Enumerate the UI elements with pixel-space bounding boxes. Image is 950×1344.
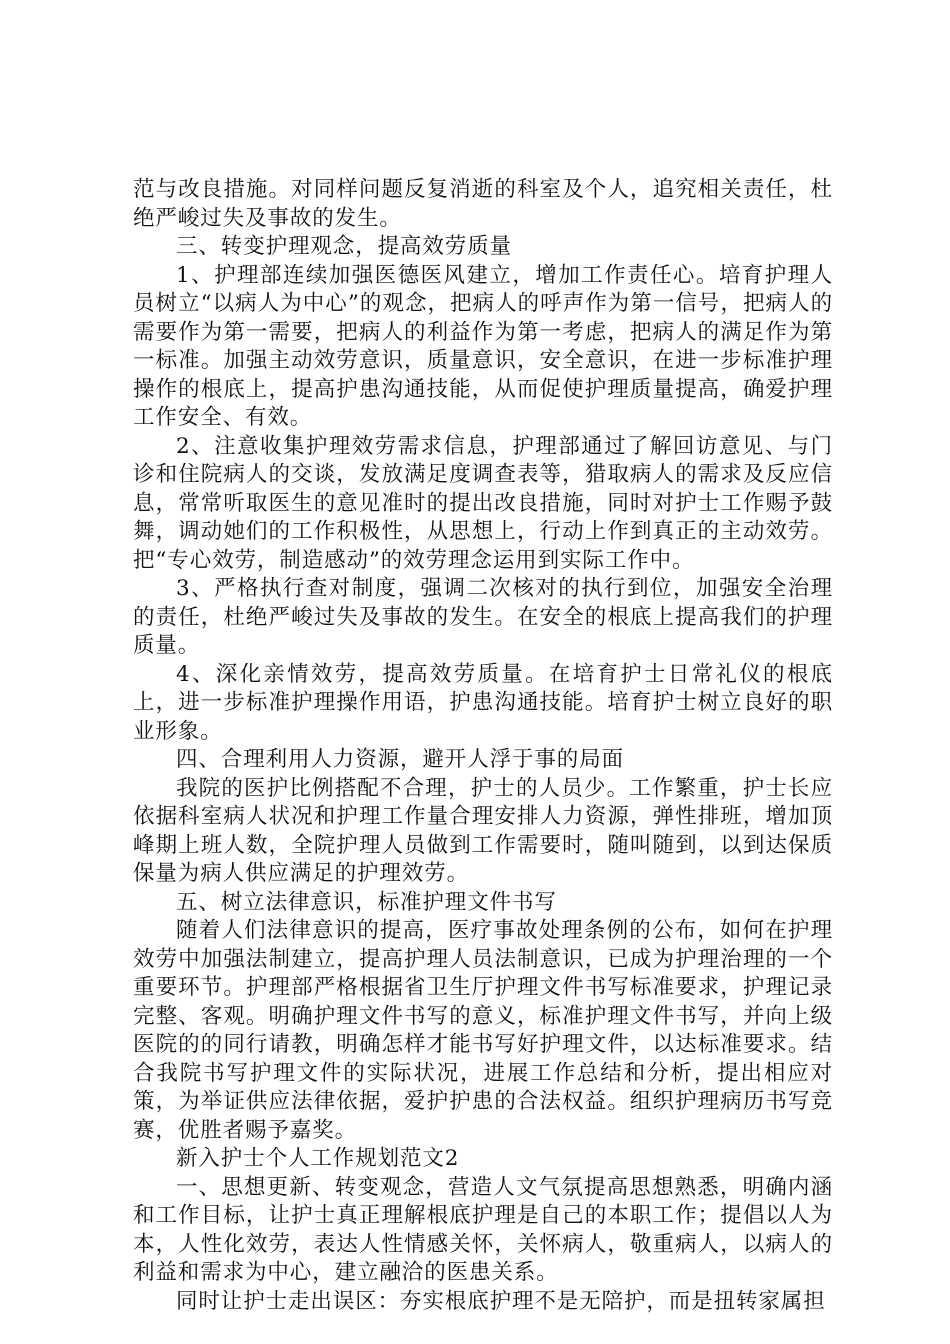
paragraph: 1、护理部连续加强医德医风建立，增加工作责任心。培育护理人员树立“以病人为中心”的观念，把病人的呼声作为第一信号，把病人的需要作为第一需要，把病人的利益作为第一考虑，把病人的满足作为第一标准。加强主动效劳意识，质量意识，安全意识，在进一步标准护理操作的根底上，提高护患沟通技能，从而促使护理质量提高，确爱护理工作安全、有效。 xyxy=(133,262,833,430)
paragraph: 2、注意收集护理效劳需求信息，护理部通过了解回访意见、与门诊和住院病人的交谈，发放满足度调查表等，猎取病人的需求及反应信息，常常听取医生的意见准时的提出改良措施，同时对护士工作赐予鼓舞，调动她们的工作积极性，从思想上，行动上作到真正的主动效劳。把“专心效劳，制造感动”的效劳理念运用到实际工作中。 xyxy=(133,433,833,573)
document-page xyxy=(133,176,833,1316)
document-subtitle: 新入护士个人工作规划范文2 xyxy=(176,1146,460,1171)
section-heading: 四、合理利用人力资源，避开人浮于事的局面 xyxy=(176,747,625,772)
section-heading: 三、转变护理观念，提高效劳质量 xyxy=(176,234,513,259)
section-heading: 五、树立法律意识，标准护理文件书写 xyxy=(176,889,557,915)
paragraph: 4、深化亲情效劳，提高效劳质量。在培育护士日常礼仪的根底上，进一步标准护理操作用语，护患沟通技能。培育护士树立良好的职业形象。 xyxy=(133,661,833,744)
paragraph: 一、思想更新、转变观念，营造人文气氛提高思想熟悉，明确内涵和工作目标，让护士真正理解根底护理是自己的本职工作；提倡以人为本，人性化效劳，表达人性情感关怀，关怀病人，敬重病人，以病人的利益和需求为中心，建立融洽的医患关系。 xyxy=(133,1174,833,1285)
paragraph: 我院的医护比例搭配不合理，护士的人员少。工作繁重，护士长应依据科室病人状况和护理工作量合理安排人力资源，弹性排班，增加顶峰期上班人数，全院护理人员做到工作需要时，随叫随到，以到达保质保量为病人供应满足的护理效劳。 xyxy=(133,775,833,886)
paragraph: 3、严格执行查对制度，强调二次核对的执行到位，加强安全治理的责任，杜绝严峻过失及事故的发生。在安全的根底上提高我们的护理质量。 xyxy=(133,576,833,658)
paragraph: 随着人们法律意识的提高，医疗事故处理条例的公布，如何在护理效劳中加强法制建立，提高护理人员法制意识，已成为护理治理的一个重要环节。护理部严格根据省卫生厅护理文件书写标准要求，护理记录完整、客观。明确护理文件书写的意义，标准护理文件书写，并向上级医院的的同行请教，明确怎样才能书写好护理文件，以达标准要求。结合我院书写护理文件的实际状况，进展工作总结和分析，提出相应对策，为举证供应法律依据，爱护护患的合法权益。组织护理病历书写竞赛，优胜者赐予嘉奖。 xyxy=(133,918,833,1143)
paragraph: 同时让护士走出误区：夯实根底护理不是无陪护，而是扭转家属担 xyxy=(176,1288,826,1314)
paragraph: 范与改良措施。对同样问题反复消逝的科室及个人，追究相关责任，杜绝严峻过失及事故的发生。 xyxy=(133,177,833,231)
